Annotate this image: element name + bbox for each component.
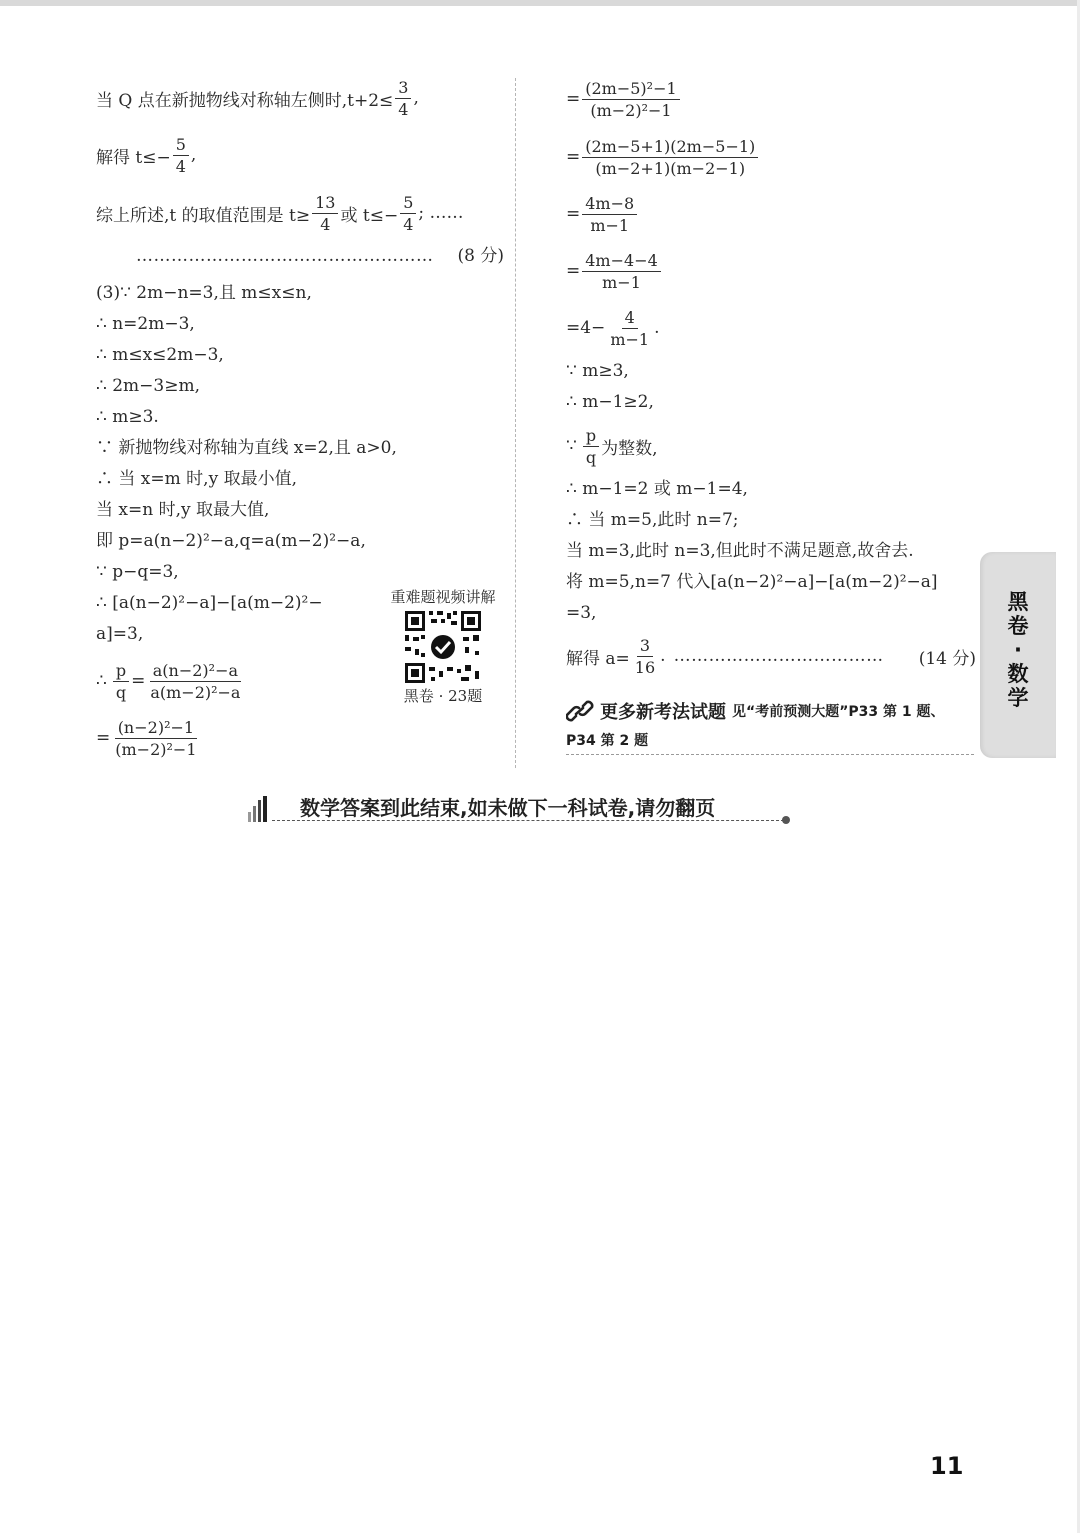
more-questions-title: 更多新考法试题 xyxy=(600,702,726,723)
fraction-numerator: 3 xyxy=(395,77,411,99)
end-note-rule xyxy=(272,820,784,821)
solution-line: ∴ m≤x≤2m−3, xyxy=(96,345,224,365)
solution-line: ∴ m−1=2 或 m−1=4, xyxy=(566,479,748,499)
column-divider xyxy=(515,78,516,768)
more-questions-reference xyxy=(566,698,974,755)
fraction-numerator: 3 xyxy=(637,635,653,657)
fraction-numerator: a(n−2)²−a xyxy=(150,660,241,682)
solution-line: ∴ n=2m−3, xyxy=(96,314,195,334)
qr-caption: 重难题视频讲解 xyxy=(390,588,496,606)
fraction xyxy=(582,193,637,236)
solution-line: 当 x=n 时,y 取最大值, xyxy=(96,500,270,520)
solution-text: , xyxy=(190,145,197,165)
fraction xyxy=(147,660,243,703)
fraction-denominator: m−1 xyxy=(602,272,641,292)
qr-video-block xyxy=(382,588,504,705)
solution-line xyxy=(566,300,976,356)
qr-label: 黑卷 · 23题 xyxy=(403,687,483,705)
solution-text: , xyxy=(413,88,419,108)
solution-text: 当 Q 点在新抛物线对称轴左侧时,t+2≤ xyxy=(96,90,394,111)
right-column xyxy=(566,70,976,683)
side-tab-label: 黑卷·数学 xyxy=(1007,590,1029,710)
fraction-numerator: 5 xyxy=(173,134,189,156)
solution-line: =3, xyxy=(566,603,597,623)
solution-text: 综上所述,t 的取值范围是 t≥ xyxy=(96,205,311,226)
fraction-numerator: 4m−8 xyxy=(582,193,637,215)
fraction-denominator: m−1 xyxy=(610,329,650,349)
page-number: 11 xyxy=(930,1452,964,1480)
fraction-denominator: 16 xyxy=(634,657,656,677)
fraction-denominator: (m−2+1)(m−2−1) xyxy=(595,158,746,178)
end-note-dot xyxy=(782,816,790,824)
solution-line: a]=3, xyxy=(96,624,144,644)
fraction-numerator: 13 xyxy=(312,192,338,214)
fraction xyxy=(112,717,199,760)
fraction xyxy=(312,192,338,235)
solution-line xyxy=(566,418,976,474)
solution-line: ∴ 当 x=m 时,y 取最小值, xyxy=(96,469,297,489)
bars-icon xyxy=(248,796,270,822)
solution-line xyxy=(96,126,504,184)
top-edge xyxy=(0,0,1080,6)
solution-line xyxy=(96,70,504,126)
more-questions-row xyxy=(566,698,974,724)
fraction xyxy=(632,635,658,678)
fraction-denominator: m−1 xyxy=(590,215,630,235)
solution-text: ∴ xyxy=(96,671,107,691)
solution-line: 将 m=5,n=7 代入[a(n−2)²−a]−[a(m−2)²−a] xyxy=(566,572,938,592)
solution-text: . xyxy=(654,318,660,338)
fraction-numerator: 4 xyxy=(622,307,638,329)
leader-dots: ……………………………… xyxy=(673,646,884,666)
fraction-denominator: (m−2)²−1 xyxy=(590,100,672,120)
fraction-denominator: 4 xyxy=(175,156,186,176)
score-line xyxy=(96,242,504,276)
solution-text: 解得 t≤− xyxy=(96,147,171,168)
solution-line: (3)∵ 2m−n=3,且 m≤x≤n, xyxy=(96,283,312,303)
solution-text: 为整数, xyxy=(601,438,658,459)
solution-line xyxy=(566,186,976,242)
solution-text: = xyxy=(566,261,581,281)
solution-line xyxy=(566,629,976,683)
solution-text: . xyxy=(660,646,666,666)
solution-line: ∴ m≥3. xyxy=(96,407,159,427)
solution-line xyxy=(96,710,504,766)
fraction xyxy=(582,136,758,179)
fraction-numerator: 4m−4−4 xyxy=(582,250,661,272)
solution-line: ∴ [a(n−2)²−a]−[a(m−2)²− xyxy=(96,593,323,613)
solution-line: ∵ 新抛物线对称轴为直线 x=2,且 a>0, xyxy=(96,438,397,458)
fraction-numerator: (n−2)²−1 xyxy=(115,717,197,739)
more-questions-ref: 见“考前预测大题”P33 第 1 题、 xyxy=(732,704,945,720)
solution-line: ∵ p−q=3, xyxy=(96,562,179,582)
fraction-denominator: q xyxy=(585,447,597,467)
fraction xyxy=(582,250,661,293)
solution-line xyxy=(566,128,976,186)
fraction-denominator: 4 xyxy=(403,214,414,234)
end-of-answers-note xyxy=(248,790,793,824)
solution-line xyxy=(566,242,976,300)
leader-dots: …………………………………………… xyxy=(136,246,434,266)
solution-line xyxy=(96,184,504,242)
solution-line: ∴ 2m−3≥m, xyxy=(96,376,200,396)
solution-text: = xyxy=(566,89,581,109)
fraction-denominator: a(m−2)²−a xyxy=(150,682,241,702)
solution-line xyxy=(566,70,976,128)
score-label: (14 分) xyxy=(918,648,976,669)
qr-code-icon[interactable] xyxy=(403,609,483,685)
solution-text: = xyxy=(566,147,581,167)
more-questions-ref-continued: P34 第 2 题 xyxy=(566,730,974,755)
solution-line: ∴ 当 m=5,此时 n=7; xyxy=(566,510,739,530)
fraction-numerator: p xyxy=(583,425,599,447)
fraction xyxy=(607,307,652,350)
fraction-denominator: 4 xyxy=(320,214,331,234)
fraction-denominator: 4 xyxy=(398,99,409,119)
fraction xyxy=(395,77,411,120)
end-note-text: 数学答案到此结束,如未做下一科试卷,请勿翻页 xyxy=(300,796,716,820)
solution-text: =4− xyxy=(566,318,606,338)
solution-line: ∴ m−1≥2, xyxy=(566,392,654,412)
solution-text: 或 t≤− xyxy=(340,205,399,226)
fraction xyxy=(113,660,129,703)
solution-line: ∵ m≥3, xyxy=(566,361,629,381)
solution-text: ∵ xyxy=(566,436,577,456)
fraction-numerator: 5 xyxy=(400,192,416,214)
score-label: (8 分) xyxy=(457,246,504,266)
solution-line: 当 m=3,此时 n=3,但此时不满足题意,故舍去. xyxy=(566,541,914,561)
fraction-numerator: p xyxy=(113,660,129,682)
fraction-numerator: (2m−5)²−1 xyxy=(582,78,679,100)
link-icon xyxy=(566,698,594,724)
solution-text: = xyxy=(96,728,111,748)
solution-text: = xyxy=(566,204,581,224)
fraction-denominator: q xyxy=(115,682,127,702)
fraction-numerator: (2m−5+1)(2m−5−1) xyxy=(582,136,758,158)
fraction xyxy=(173,134,189,177)
side-tab xyxy=(980,552,1056,758)
fraction xyxy=(400,192,416,235)
fraction xyxy=(583,425,599,468)
solution-line: 即 p=a(n−2)²−a,q=a(m−2)²−a, xyxy=(96,531,366,551)
solution-text: 解得 a= xyxy=(566,648,630,669)
solution-text: = xyxy=(131,671,146,691)
fraction-denominator: (m−2)²−1 xyxy=(115,739,197,759)
fraction xyxy=(582,78,679,121)
solution-text: ; …… xyxy=(418,203,464,223)
